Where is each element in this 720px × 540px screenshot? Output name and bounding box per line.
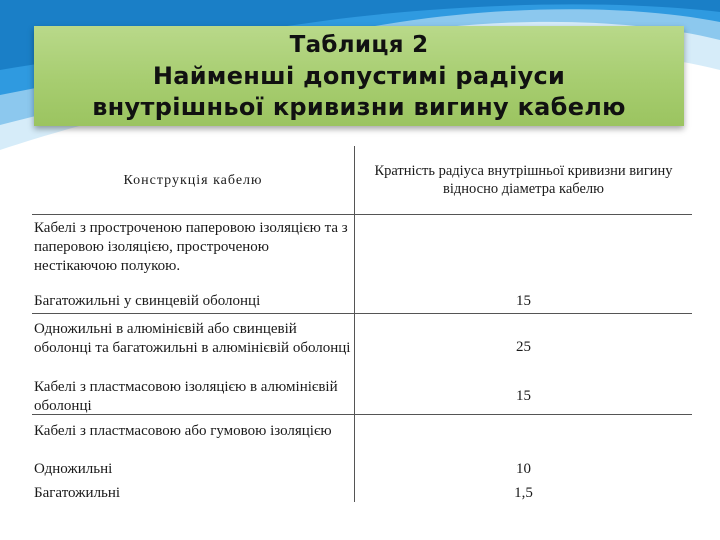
table-row-label: Кабелі з простроченою паперовою ізоляцією та з паперовою ізоляцією, простроченою нестікаючою полукою.: [34, 220, 348, 274]
header-construction: Конструкція кабелю: [123, 172, 263, 188]
table-row-value: 25: [516, 339, 531, 355]
table-row-label: Кабелі з пластмасовою або гумовою ізоляцією: [34, 423, 332, 439]
table-row-label: Одножильні в алюмінієвій або свинцевій оболонці та багатожильні в алюмінієвій оболонці: [34, 321, 351, 356]
table-row-value: 15: [516, 388, 531, 404]
title-banner: [34, 26, 684, 126]
bend-radius-table: [32, 146, 692, 502]
title-line-1: Таблиця 2: [289, 31, 429, 58]
title-line-3: внутрішньої кривизни вигину кабелю: [92, 92, 626, 121]
table-row-label: Багатожильні у свинцевій оболонці: [34, 293, 261, 309]
table-row-label: Багатожильні: [34, 485, 121, 501]
table-row-label: Кабелі з пластмасовою ізоляцією в алюмінієвій оболонці: [34, 379, 338, 414]
row-divider: [32, 313, 692, 314]
header-divider: [32, 214, 692, 215]
title-line-2: Найменші допустимі радіуси: [152, 61, 566, 90]
table-row-value: 10: [516, 461, 531, 477]
table-row-value: 15: [516, 293, 531, 309]
table-row-value: 1,5: [514, 485, 533, 501]
table-row-label: Одножильні: [34, 461, 113, 477]
header-ratio: Кратність радіуса внутрішньої кривизни вигину відносно діаметра кабелю: [374, 163, 673, 197]
